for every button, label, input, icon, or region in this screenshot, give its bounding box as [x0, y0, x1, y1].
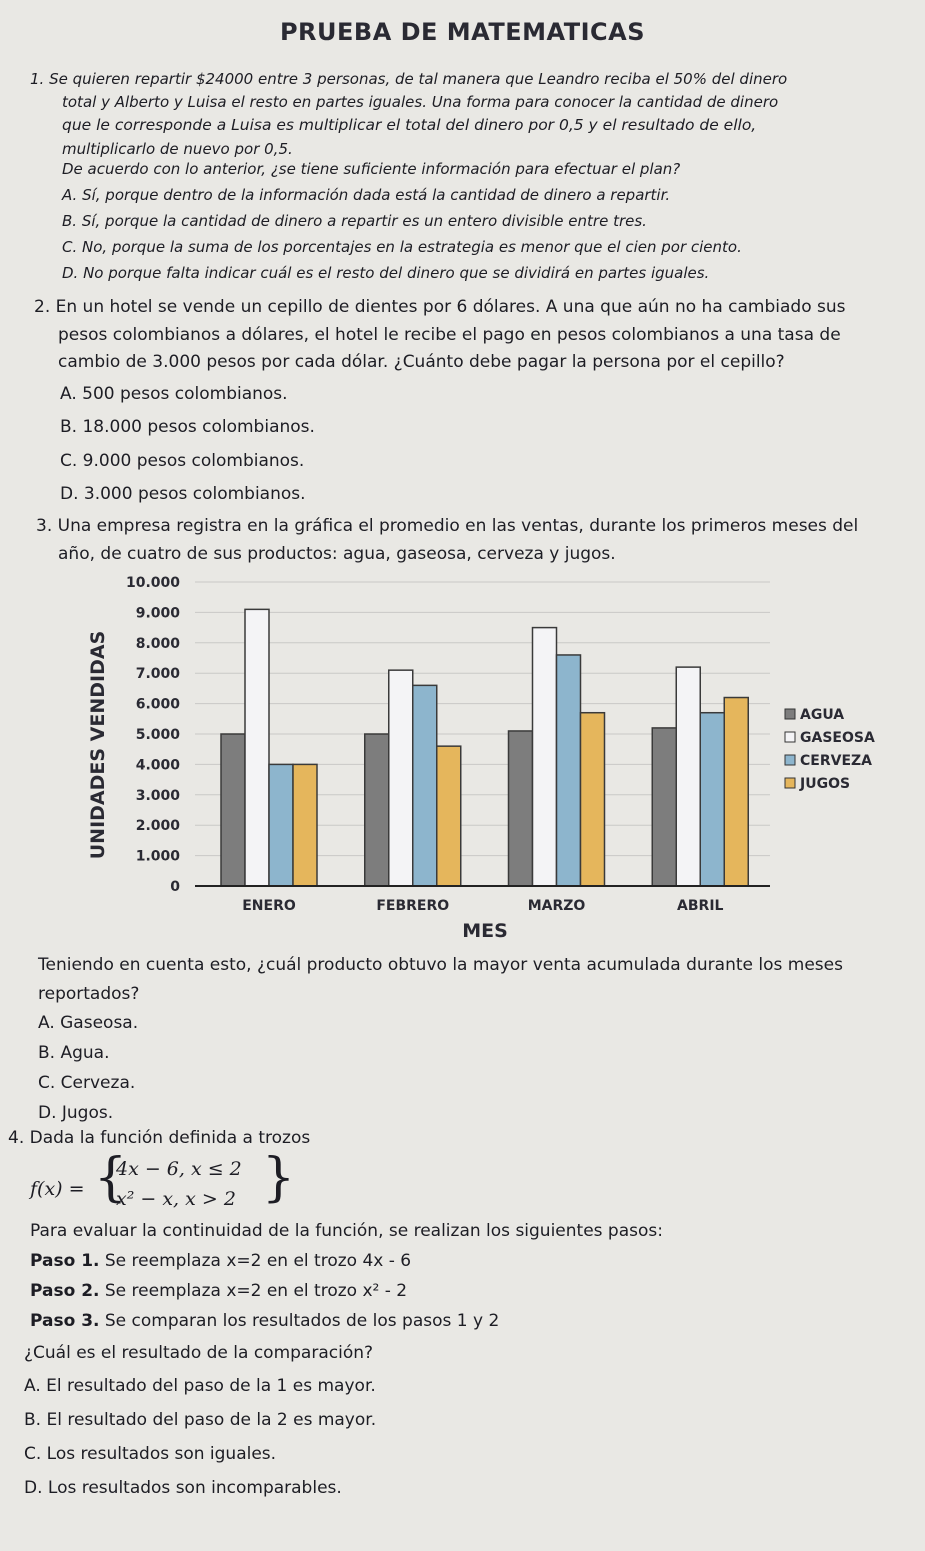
step-3-label: Paso 3.	[30, 1311, 100, 1331]
y-tick-label: 1.000	[135, 848, 180, 865]
step-2-text: Se reemplaza x=2 en el trozo x² - 2	[104, 1281, 408, 1301]
q1-text-line: 1. Se quieren repartir $24000 entre 3 personas, de tal manera que Leandro reciba el 50% del dinero	[30, 70, 788, 88]
bar-agua-abril	[652, 728, 676, 886]
q2-option-b[interactable]: B. 18.000 pesos colombianos.	[60, 417, 315, 437]
legend-swatch	[785, 732, 795, 742]
bar-gaseosa-febrero	[389, 670, 413, 886]
chart-bars	[221, 609, 748, 886]
q4-option-a[interactable]: A. El resultado del paso de la 1 es mayor.	[24, 1376, 376, 1396]
legend-swatch	[785, 709, 795, 719]
q1-question: De acuerdo con lo anterior, ¿se tiene suficiente información para efectuar el plan?	[62, 160, 681, 178]
bar-jugos-abril	[724, 698, 748, 886]
step-3-text: Se comparan los resultados de los pasos 1 y 2	[104, 1311, 500, 1331]
q2-text-line: pesos colombianos a dólares, el hotel le recibe el pago en pesos colombianos a una tasa de	[58, 325, 841, 345]
q3-question-line: reportados?	[38, 984, 140, 1004]
step-1-text: Se reemplaza x=2 en el trozo 4x - 6	[104, 1251, 412, 1271]
q2-text-line: cambio de 3.000 pesos por cada dólar. ¿Cuánto debe pagar la persona por el cepillo?	[58, 352, 785, 372]
q4-option-d[interactable]: D. Los resultados son incomparables.	[24, 1478, 342, 1498]
q1-option-d[interactable]: D. No porque falta indicar cuál es el resto del dinero que se dividirá en partes iguales.	[62, 264, 710, 282]
function-case-1: 4x − 6, x ≤ 2	[116, 1158, 242, 1180]
function-case-2: x² − x, x > 2	[116, 1188, 236, 1210]
bar-cerveza-marzo	[557, 655, 581, 886]
y-tick-label: 9.000	[135, 605, 180, 622]
q1-option-c[interactable]: C. No, porque la suma de los porcentajes en la estrategia es menor que el cien por ciento.	[62, 238, 742, 256]
x-axis-label: MES	[462, 920, 508, 942]
q1-option-b[interactable]: B. Sí, porque la cantidad de dinero a repartir es un entero divisible entre tres.	[62, 212, 647, 230]
left-brace: {	[94, 1148, 128, 1208]
bar-gaseosa-enero	[245, 609, 269, 886]
legend-label: AGUA	[800, 707, 845, 723]
bar-jugos-enero	[293, 764, 317, 886]
q3-option-a[interactable]: A. Gaseosa.	[38, 1013, 139, 1033]
x-tick-label: ABRIL	[677, 898, 724, 914]
x-tick-label: FEBRERO	[376, 898, 450, 914]
q2-option-a[interactable]: A. 500 pesos colombianos.	[60, 384, 288, 404]
q4-question: ¿Cuál es el resultado de la comparación?	[24, 1343, 374, 1363]
bar-agua-enero	[221, 734, 245, 886]
q3-option-b[interactable]: B. Agua.	[38, 1043, 110, 1063]
y-axis-label: UNIDADES VENDIDAS	[87, 630, 109, 860]
q4-intro: Para evaluar la continuidad de la función, se realizan los siguientes pasos:	[30, 1221, 663, 1241]
y-tick-label: 0	[170, 879, 180, 895]
sales-bar-chart	[0, 560, 925, 945]
legend-label: JUGOS	[800, 776, 851, 792]
y-tick-label: 3.000	[135, 787, 180, 804]
q3-text-line: 3. Una empresa registra en la gráfica el promedio en las ventas, durante los primeros meses del	[36, 516, 859, 536]
q1-text-line: que le corresponde a Luisa es multiplicar el total del dinero por 0,5 y el resultado de ello,	[62, 116, 757, 134]
y-tick-label: 8.000	[135, 635, 180, 652]
q4-option-c[interactable]: C. Los resultados son iguales.	[24, 1444, 277, 1464]
bar-jugos-marzo	[581, 713, 605, 886]
x-tick-label: MARZO	[527, 898, 586, 914]
y-axis-ticks	[126, 575, 180, 895]
q4-heading: 4. Dada la función definida a trozos	[8, 1128, 311, 1148]
q1-option-a[interactable]: A. Sí, porque dentro de la información dada está la cantidad de dinero a repartir.	[62, 186, 671, 204]
bar-agua-febrero	[365, 734, 389, 886]
legend-swatch	[785, 778, 795, 788]
chart-legend	[785, 707, 875, 792]
bar-cerveza-abril	[700, 713, 724, 886]
q3-option-d[interactable]: D. Jugos.	[38, 1103, 114, 1123]
y-tick-label: 2.000	[135, 818, 180, 835]
q4-step-3	[30, 1311, 499, 1331]
q2-text-line: 2. En un hotel se vende un cepillo de dientes por 6 dólares. A una que aún no ha cambiado sus	[34, 297, 846, 317]
q3-text-line: año, de cuatro de sus productos: agua, gaseosa, cerveza y jugos.	[58, 544, 616, 564]
q4-step-2	[30, 1281, 407, 1301]
bar-gaseosa-abril	[676, 667, 700, 886]
q2-option-c[interactable]: C. 9.000 pesos colombianos.	[60, 451, 305, 471]
bar-agua-marzo	[509, 731, 533, 886]
right-brace: }	[262, 1148, 296, 1208]
step-2-label: Paso 2.	[30, 1281, 100, 1301]
q2-option-d[interactable]: D. 3.000 pesos colombianos.	[60, 484, 306, 504]
x-axis-ticks	[242, 898, 723, 914]
legend-label: CERVEZA	[800, 753, 873, 769]
bar-cerveza-enero	[269, 764, 293, 886]
q3-question-line: Teniendo en cuenta esto, ¿cuál producto obtuvo la mayor venta acumulada durante los meses	[38, 955, 843, 975]
q1-text-line: multiplicarlo de nuevo por 0,5.	[62, 140, 293, 158]
q4-option-b[interactable]: B. El resultado del paso de la 2 es mayor.	[24, 1410, 377, 1430]
x-tick-label: ENERO	[242, 898, 296, 914]
q3-option-c[interactable]: C. Cerveza.	[38, 1073, 136, 1093]
y-tick-label: 4.000	[135, 757, 180, 774]
q1-text-line: total y Alberto y Luisa el resto en partes iguales. Una forma para conocer la cantidad de dinero	[62, 93, 779, 111]
q4-step-1	[30, 1251, 411, 1271]
bar-gaseosa-marzo	[533, 628, 557, 886]
legend-swatch	[785, 755, 795, 765]
legend-label: GASEOSA	[800, 730, 875, 746]
function-label: f(x) =	[30, 1178, 85, 1200]
y-tick-label: 10.000	[125, 575, 180, 591]
step-1-label: Paso 1.	[30, 1251, 100, 1271]
bar-jugos-febrero	[437, 746, 461, 886]
y-tick-label: 5.000	[135, 727, 180, 743]
y-tick-label: 7.000	[135, 666, 180, 683]
y-tick-label: 6.000	[135, 696, 180, 713]
bar-cerveza-febrero	[413, 685, 437, 886]
page-title: PRUEBA DE MATEMATICAS	[279, 18, 646, 46]
